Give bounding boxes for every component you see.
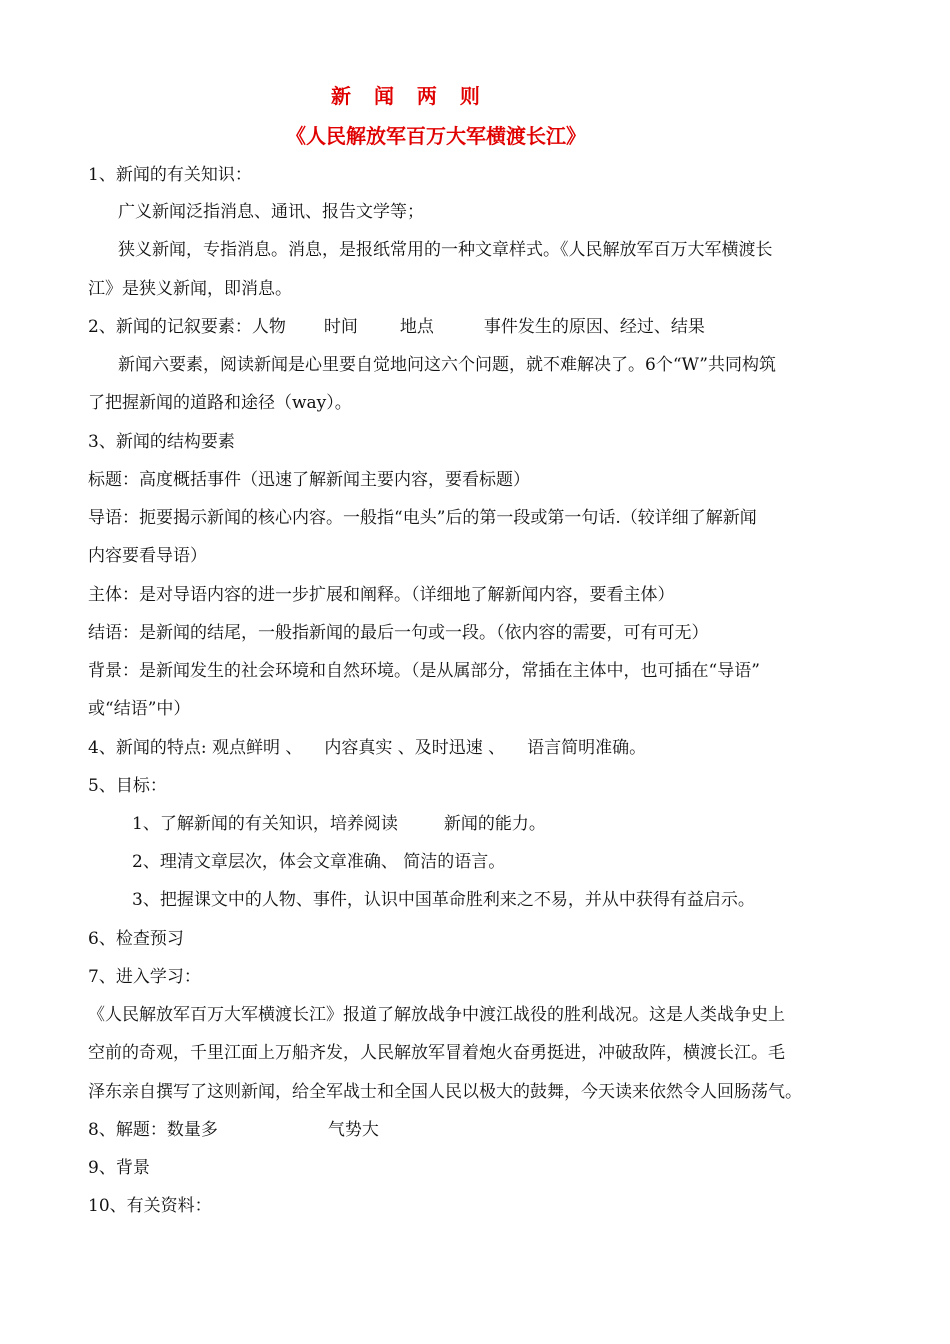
paragraph-line: 狭义新闻，专指消息。消息，是报纸常用的一种文章样式。《人民解放军百万大军横渡长 bbox=[118, 240, 773, 260]
goal-line: 3、把握课文中的人物、事件，认识中国革命胜利来之不易，并从中获得有益启示。 bbox=[132, 890, 755, 910]
heading-3: 3、新闻的结构要素 bbox=[88, 432, 235, 452]
heading-2 bbox=[88, 316, 705, 338]
heading-1: 1、新闻的有关知识： bbox=[88, 165, 252, 185]
title-analysis-part-2: 气势大 bbox=[327, 1120, 379, 1140]
paragraph-line: 江》是狭义新闻，即消息。 bbox=[88, 279, 292, 299]
heading-8 bbox=[88, 1119, 379, 1141]
heading-7: 7、进入学习： bbox=[88, 967, 201, 987]
feature-part-3: 语言简明准确。 bbox=[527, 738, 647, 758]
paragraph-line: 导语：扼要揭示新闻的核心内容。一般指“电头”后的第一段或第一句话.（较详细了解新闻 bbox=[88, 508, 757, 528]
paragraph-line: 了把握新闻的道路和途径（way）。 bbox=[88, 393, 352, 413]
paragraph-line: 泽东亲自撰写了这则新闻，给全军战士和全国人民以极大的鼓舞，今天读来依然令人回肠荡气。 bbox=[88, 1082, 802, 1102]
heading-10: 10、有关资料： bbox=[88, 1196, 212, 1216]
document-title: 新 闻 两 则 bbox=[331, 84, 488, 108]
elements-label: 2、新闻的记叙要素：人物 bbox=[88, 317, 286, 337]
element-event: 事件发生的原因、经过、结果 bbox=[483, 317, 705, 337]
feature-part-2: 内容真实 、及时迅速 、 bbox=[324, 738, 506, 758]
goal-line bbox=[132, 813, 546, 835]
feature-part-1: 4、新闻的特点: 观点鲜明 、 bbox=[88, 738, 303, 758]
document-subtitle: 《人民解放军百万大军横渡长江》 bbox=[286, 124, 586, 148]
paragraph-line: 主体：是对导语内容的进一步扩展和阐释。（详细地了解新闻内容，要看主体） bbox=[88, 585, 675, 605]
paragraph-line: 标题：高度概括事件（迅速了解新闻主要内容，要看标题） bbox=[88, 470, 530, 490]
goal-line: 2、理清文章层次，体会文章准确、 简洁的语言。 bbox=[132, 852, 506, 872]
goal-1-part-1: 1、了解新闻的有关知识，培养阅读 bbox=[132, 814, 398, 834]
heading-9: 9、背景 bbox=[88, 1158, 150, 1178]
goal-1-part-2: 新闻的能力。 bbox=[443, 814, 546, 834]
paragraph-line: 新闻六要素，阅读新闻是心里要自觉地问这六个问题，就不难解决了。6个“W”共同构筑 bbox=[118, 355, 776, 375]
heading-6: 6、检查预习 bbox=[88, 929, 184, 949]
paragraph-line: 或“结语”中） bbox=[88, 699, 191, 719]
paragraph-line: 背景：是新闻发生的社会环境和自然环境。（是从属部分，常插在主体中，也可插在“导语” bbox=[88, 661, 760, 681]
paragraph-line: 内容要看导语） bbox=[88, 546, 207, 566]
paragraph-line: 结语：是新闻的结尾，一般指新闻的最后一句或一段。（依内容的需要，可有可无） bbox=[88, 623, 709, 643]
paragraph-line: 空前的奇观，千里江面上万船齐发，人民解放军冒着炮火奋勇挺进，冲破敌阵，横渡长江。毛 bbox=[88, 1043, 785, 1063]
paragraph-line: 《人民解放军百万大军横渡长江》报道了解放战争中渡江战役的胜利战况。这是人类战争史上 bbox=[88, 1005, 785, 1025]
paragraph-line: 广义新闻泛指消息、通讯、报告文学等； bbox=[118, 202, 424, 222]
heading-5: 5、目标： bbox=[88, 776, 167, 796]
element-time: 时间 bbox=[323, 317, 358, 337]
heading-4 bbox=[88, 737, 646, 759]
title-analysis-part-1: 8、解题：数量多 bbox=[88, 1120, 218, 1140]
element-place: 地点 bbox=[399, 317, 434, 337]
